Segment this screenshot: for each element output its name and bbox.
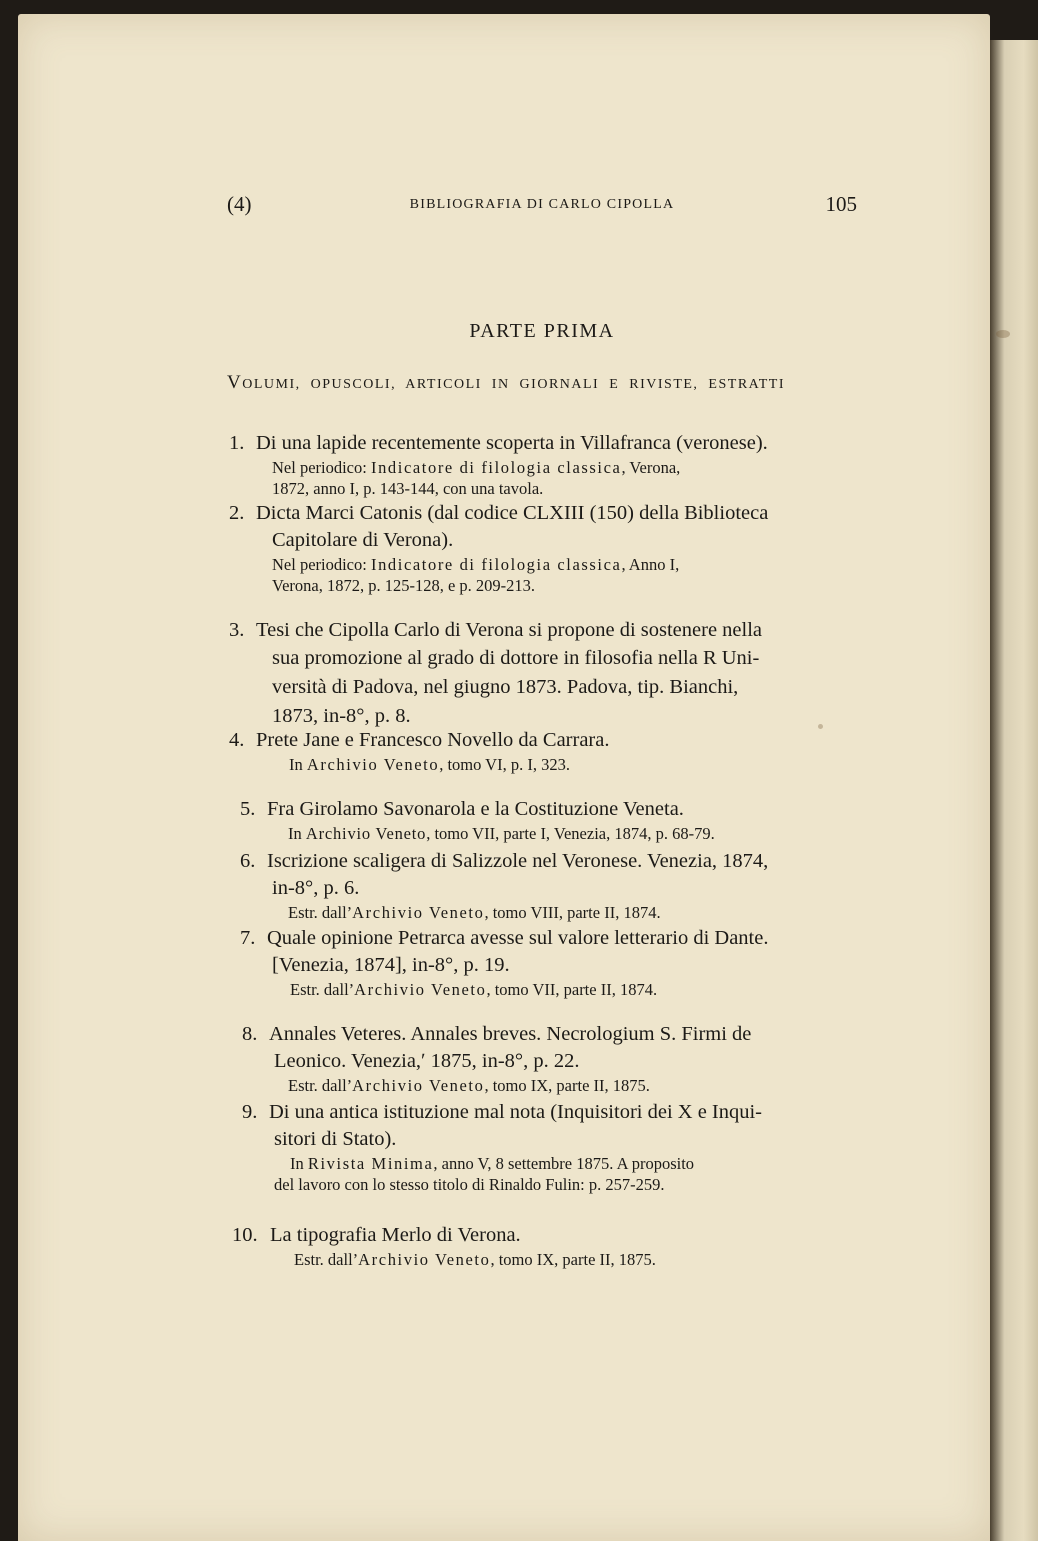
bibliography-entry (229, 430, 869, 499)
entry-title: Di una lapide recentemente scoperta in Villafranca (veronese). (256, 432, 768, 454)
bibliography-entry (240, 925, 880, 1000)
entry-note: Estr. dall’Archivio Veneto, tomo IX, parte II, 1875. (288, 1076, 650, 1095)
part-title: PARTE PRIMA (469, 320, 615, 342)
entry-title: Annales Veteres. Annales breves. Necrologium S. Firmi de (269, 1023, 752, 1045)
periodical-name: Archivio Veneto (352, 903, 485, 922)
entry-note: Estr. dall’Archivio Veneto, tomo IX, parte II, 1875. (294, 1250, 656, 1269)
entry-number: 5. (240, 798, 256, 820)
entry-number: 6. (240, 850, 256, 872)
entry-title-cont: 1873, in-8°, p. 8. (272, 705, 411, 727)
entry-title: Fra Girolamo Savonarola e la Costituzione Veneta. (267, 798, 684, 820)
entry-number: 10. (232, 1224, 258, 1246)
section-subtitle (227, 372, 869, 394)
bibliography-entry (229, 727, 869, 775)
entry-number: 4. (229, 729, 245, 751)
page-number: 105 (825, 192, 857, 216)
periodical-name: Archivio Veneto (354, 980, 487, 999)
periodical-name: Rivista Minima (307, 1154, 434, 1173)
entry-note: Nel periodico: Indicatore di filologia classica, Anno I, (272, 555, 680, 574)
entry-title: La tipografia Merlo di Verona. (270, 1224, 521, 1246)
book-spine-edge (990, 40, 1038, 1541)
entry-title-cont: Leonico. Venezia,ʹ 1875, in-8°, p. 22. (274, 1050, 580, 1072)
entry-title: Prete Jane e Francesco Novello da Carrara. (256, 729, 610, 751)
entry-number: 1. (229, 432, 245, 454)
entry-title-cont: in-8°, p. 6. (272, 877, 360, 899)
entry-title: Tesi che Cipolla Carlo di Verona si propone di sostenere nella (256, 619, 763, 641)
bibliography-entry (240, 848, 880, 923)
periodical-name: Indicatore di filologia classica (370, 458, 622, 477)
subtitle-initial: V (227, 372, 243, 393)
bibliography-entry (242, 1021, 882, 1096)
entry-title-cont: versità di Padova, nel giugno 1873. Padova, tip. Bianchi, (272, 676, 739, 698)
entry-number: 2. (229, 502, 245, 524)
periodical-name: Archivio Veneto (305, 824, 427, 843)
entry-note: 1872, anno I, p. 143-144, con una tavola. (272, 479, 544, 498)
entry-number: 3. (229, 619, 245, 641)
entry-number: 7. (240, 927, 256, 949)
bibliography-entry (229, 500, 869, 596)
periodical-name: Archivio Veneto (358, 1250, 491, 1269)
entry-title: Di una antica istituzione mal nota (Inquisitori dei X e Inqui- (269, 1101, 763, 1123)
bibliography-entry (232, 1222, 872, 1270)
entry-note: Estr. dall’Archivio Veneto, tomo VII, parte II, 1874. (290, 980, 658, 999)
entry-note: Nel periodico: Indicatore di filologia classica, Verona, (272, 458, 681, 477)
entry-note: In Archivio Veneto, tomo VII, parte I, Venezia, 1874, p. 68-79. (288, 824, 715, 843)
entry-note: del lavoro con lo stesso titolo di Rinaldo Fulin: p. 257-259. (274, 1175, 665, 1194)
running-header (227, 192, 857, 222)
entry-note: Estr. dall’Archivio Veneto, tomo VIII, parte II, 1874. (288, 903, 661, 922)
periodical-name: Indicatore di filologia classica (370, 555, 622, 574)
paper-spot (996, 330, 1010, 338)
bibliography-entry (242, 1099, 882, 1195)
running-title: BIBLIOGRAFIA DI CARLO CIPOLLA (409, 197, 675, 212)
periodical-name: Archivio Veneto (352, 1076, 485, 1095)
entry-note: In Rivista Minima, anno V, 8 settembre 1875. A proposito (290, 1154, 695, 1173)
entry-number: 9. (242, 1101, 258, 1123)
entry-title-cont: sua promozione al grado di dottore in filosofia nella R Uni- (272, 647, 760, 669)
entry-note: Verona, 1872, p. 125-128, e p. 209-213. (272, 576, 536, 595)
chapter-number: (4) (227, 192, 252, 216)
entry-title-cont: [Venezia, 1874], in-8°, p. 19. (272, 954, 510, 976)
periodical-name: Archivio Veneto (306, 755, 440, 774)
entry-title: Dicta Marci Catonis (dal codice CLXIII (150) della Biblioteca (256, 502, 769, 524)
entry-title: Iscrizione scaligera di Salizzole nel Veronese. Venezia, 1874, (267, 850, 769, 872)
entry-number: 8. (242, 1023, 258, 1045)
bibliography-entry (240, 796, 880, 844)
entry-title: Quale opinione Petrarca avesse sul valore letterario di Dante. (267, 927, 769, 949)
entry-title-cont: sitori di Stato). (274, 1128, 397, 1150)
subtitle-rest: OLUMI, OPUSCOLI, ARTICOLI IN GIORNALI E RIVISTE, ESTRATTI (242, 377, 785, 392)
entry-note: In Archivio Veneto, tomo VI, p. I, 323. (289, 755, 570, 774)
paper-sheet (18, 14, 990, 1541)
entry-title-cont: Capitolare di Verona). (272, 529, 454, 551)
bibliography-entry (229, 617, 869, 731)
